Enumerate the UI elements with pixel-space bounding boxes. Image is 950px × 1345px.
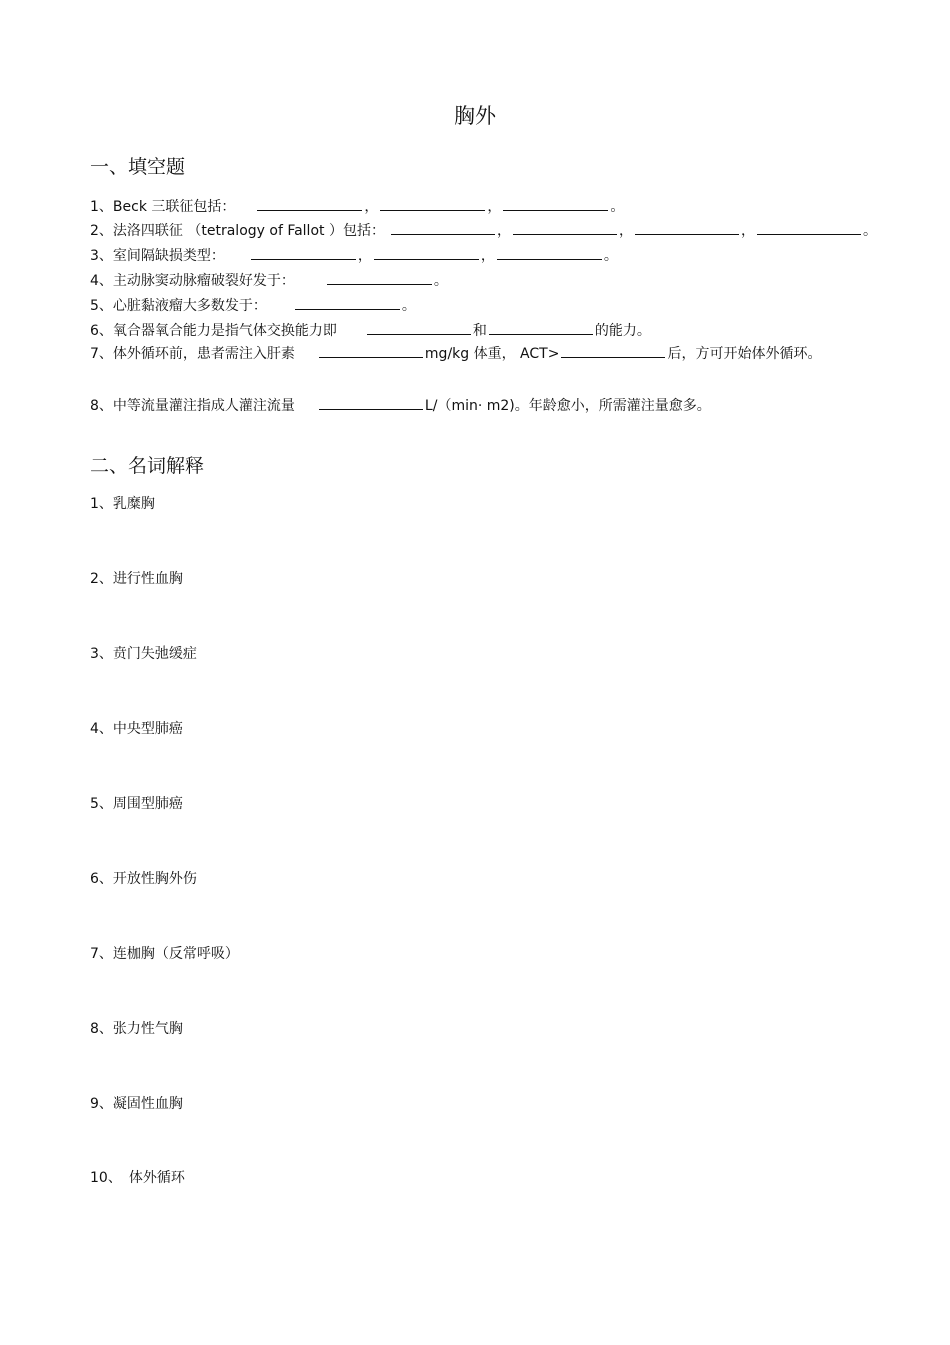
answer-blank[interactable] — [635, 220, 739, 235]
question-text: 心脏黏液瘤大多数发于： — [112, 298, 267, 314]
sentence-end: 。 — [862, 223, 877, 239]
separator: ， — [618, 223, 633, 239]
definition-item: 8、张力性气胸 — [90, 1021, 183, 1037]
section-heading-fill-blanks: 一、填空题 — [90, 156, 186, 178]
question-text: 中等流量灌注指成人灌注流量 — [112, 398, 295, 414]
definition-item: 9、凝固性血胸 — [90, 1096, 183, 1112]
connector-text: 和 — [472, 323, 487, 339]
question-2 — [90, 220, 877, 241]
question-text: Beck 三联征包括： — [112, 199, 236, 215]
answer-blank[interactable] — [319, 395, 423, 410]
answer-blank[interactable] — [367, 320, 471, 335]
definition-item: 4、中央型肺癌 — [90, 721, 183, 737]
answer-blank[interactable] — [257, 196, 362, 211]
definition-item: 1、乳糜胸 — [90, 496, 155, 512]
sentence-end: 后，方可开始体外循环。 — [667, 346, 822, 362]
answer-blank[interactable] — [251, 245, 356, 260]
answer-blank[interactable] — [503, 196, 608, 211]
question-text: 体外循环前，患者需注入肝素 — [112, 346, 295, 362]
question-4 — [90, 270, 448, 291]
question-text: 主动脉窦动脉瘤破裂好发于： — [112, 273, 295, 289]
definition-item: 5、周围型肺癌 — [90, 796, 183, 812]
question-3 — [90, 245, 618, 266]
separator: ， — [496, 223, 511, 239]
answer-blank[interactable] — [513, 220, 617, 235]
answer-blank[interactable] — [561, 343, 665, 358]
definition-item: 7、连枷胸（反常呼吸） — [90, 946, 239, 962]
answer-blank[interactable] — [295, 295, 400, 310]
question-5 — [90, 295, 416, 316]
separator: ， — [740, 223, 755, 239]
definition-item: 3、贲门失弛缓症 — [90, 646, 197, 662]
answer-blank[interactable] — [391, 220, 495, 235]
answer-blank[interactable] — [497, 245, 602, 260]
answer-blank[interactable] — [489, 320, 593, 335]
definition-item: 6、开放性胸外伤 — [90, 871, 197, 887]
question-7 — [90, 342, 860, 366]
answer-blank[interactable] — [327, 270, 432, 285]
question-number: 8、 — [90, 398, 113, 414]
separator: ， — [364, 199, 379, 215]
answer-blank[interactable] — [380, 196, 485, 211]
sentence-end: 。 — [401, 298, 416, 314]
sentence-end: 。 — [433, 273, 448, 289]
section-heading-definitions: 二、名词解释 — [90, 455, 205, 477]
question-1 — [90, 196, 624, 217]
sentence-end: 。 — [603, 248, 618, 264]
question-number: 2、 — [90, 223, 113, 239]
sentence-end: 的能力。 — [594, 323, 651, 339]
definition-item: 10、 体外循环 — [90, 1170, 185, 1186]
unit-text: mg/kg 体重， ACT> — [424, 346, 560, 362]
question-number: 1、 — [90, 199, 113, 215]
page-title: 胸外 — [454, 104, 496, 128]
question-number: 3、 — [90, 248, 113, 264]
question-8 — [90, 395, 711, 416]
answer-blank[interactable] — [374, 245, 479, 260]
question-number: 7、 — [90, 346, 113, 362]
separator: ， — [480, 248, 495, 264]
question-text: 室间隔缺损类型： — [112, 248, 225, 264]
question-6 — [90, 320, 651, 341]
sentence-end: L/（min· m2)。年龄愈小，所需灌注量愈多。 — [424, 398, 711, 414]
answer-blank[interactable] — [757, 220, 861, 235]
sentence-end: 。 — [610, 199, 625, 215]
question-number: 5、 — [90, 298, 113, 314]
question-number: 6、 — [90, 323, 113, 339]
question-text: 氧合器氧合能力是指气体交换能力即 — [112, 323, 337, 339]
separator: ， — [487, 199, 502, 215]
separator: ， — [357, 248, 372, 264]
question-number: 4、 — [90, 273, 113, 289]
definition-item: 2、进行性血胸 — [90, 571, 183, 587]
answer-blank[interactable] — [319, 343, 423, 358]
question-text: 法洛四联征 （tetralogy of Fallot ）包括： — [112, 223, 385, 239]
